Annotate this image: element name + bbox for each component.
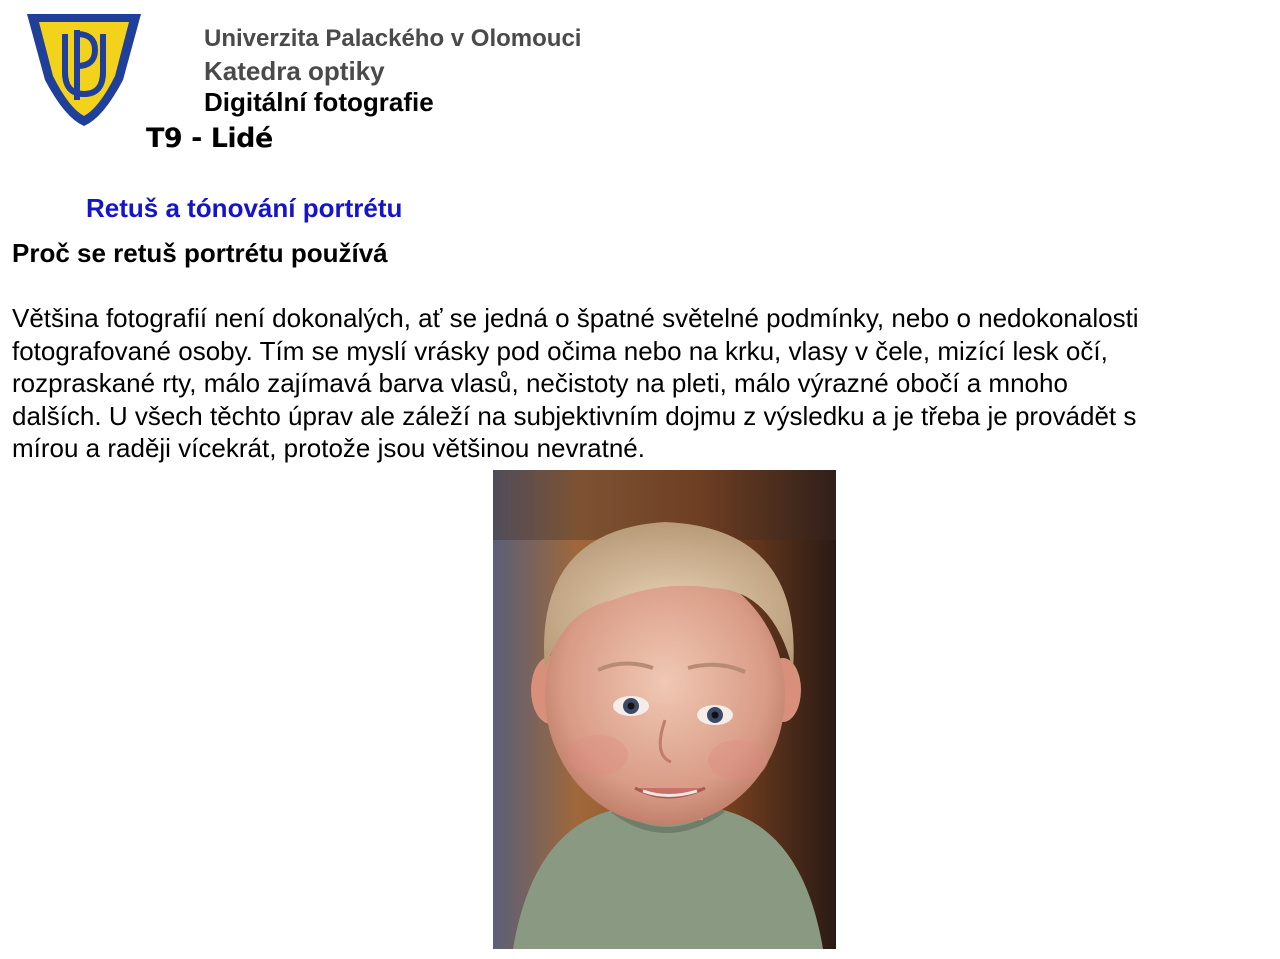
- paragraph-line: fotografované osoby. Tím se myslí vrásky pod očima nebo na krku, vlasy v čele, mizící lesk očí,: [12, 335, 1108, 366]
- university-logo: [25, 10, 143, 128]
- course-title: Digitální fotografie: [204, 87, 434, 117]
- university-name: Univerzita Palackého v Olomouci: [204, 25, 582, 52]
- paragraph-line: dalších. U všech těchto úprav ale záleží na subjektivním dojmu z výsledku a je třeba je provádět s: [12, 400, 1137, 431]
- paragraph-line: Většina fotografií není dokonalých, ať se jedná o špatné světelné podmínky, nebo o nedokonalosti: [12, 303, 1139, 333]
- department-name: Katedra optiky: [204, 56, 385, 86]
- section-title: Retuš a tónování portrétu: [86, 193, 403, 223]
- portrait-photo: [493, 470, 836, 949]
- subsection-title: Proč se retuš portrétu používá: [12, 238, 388, 268]
- topic-title: T9 - Lidé: [146, 123, 273, 154]
- paragraph-line: rozpraskané rty, málo zajímavá barva vlasů, nečistoty na pleti, málo výrazné obočí a mnoho: [12, 368, 1068, 398]
- body-paragraph: [12, 302, 1274, 465]
- paragraph-line: mírou a raději vícekrát, protože jsou většinou nevratné.: [12, 433, 645, 463]
